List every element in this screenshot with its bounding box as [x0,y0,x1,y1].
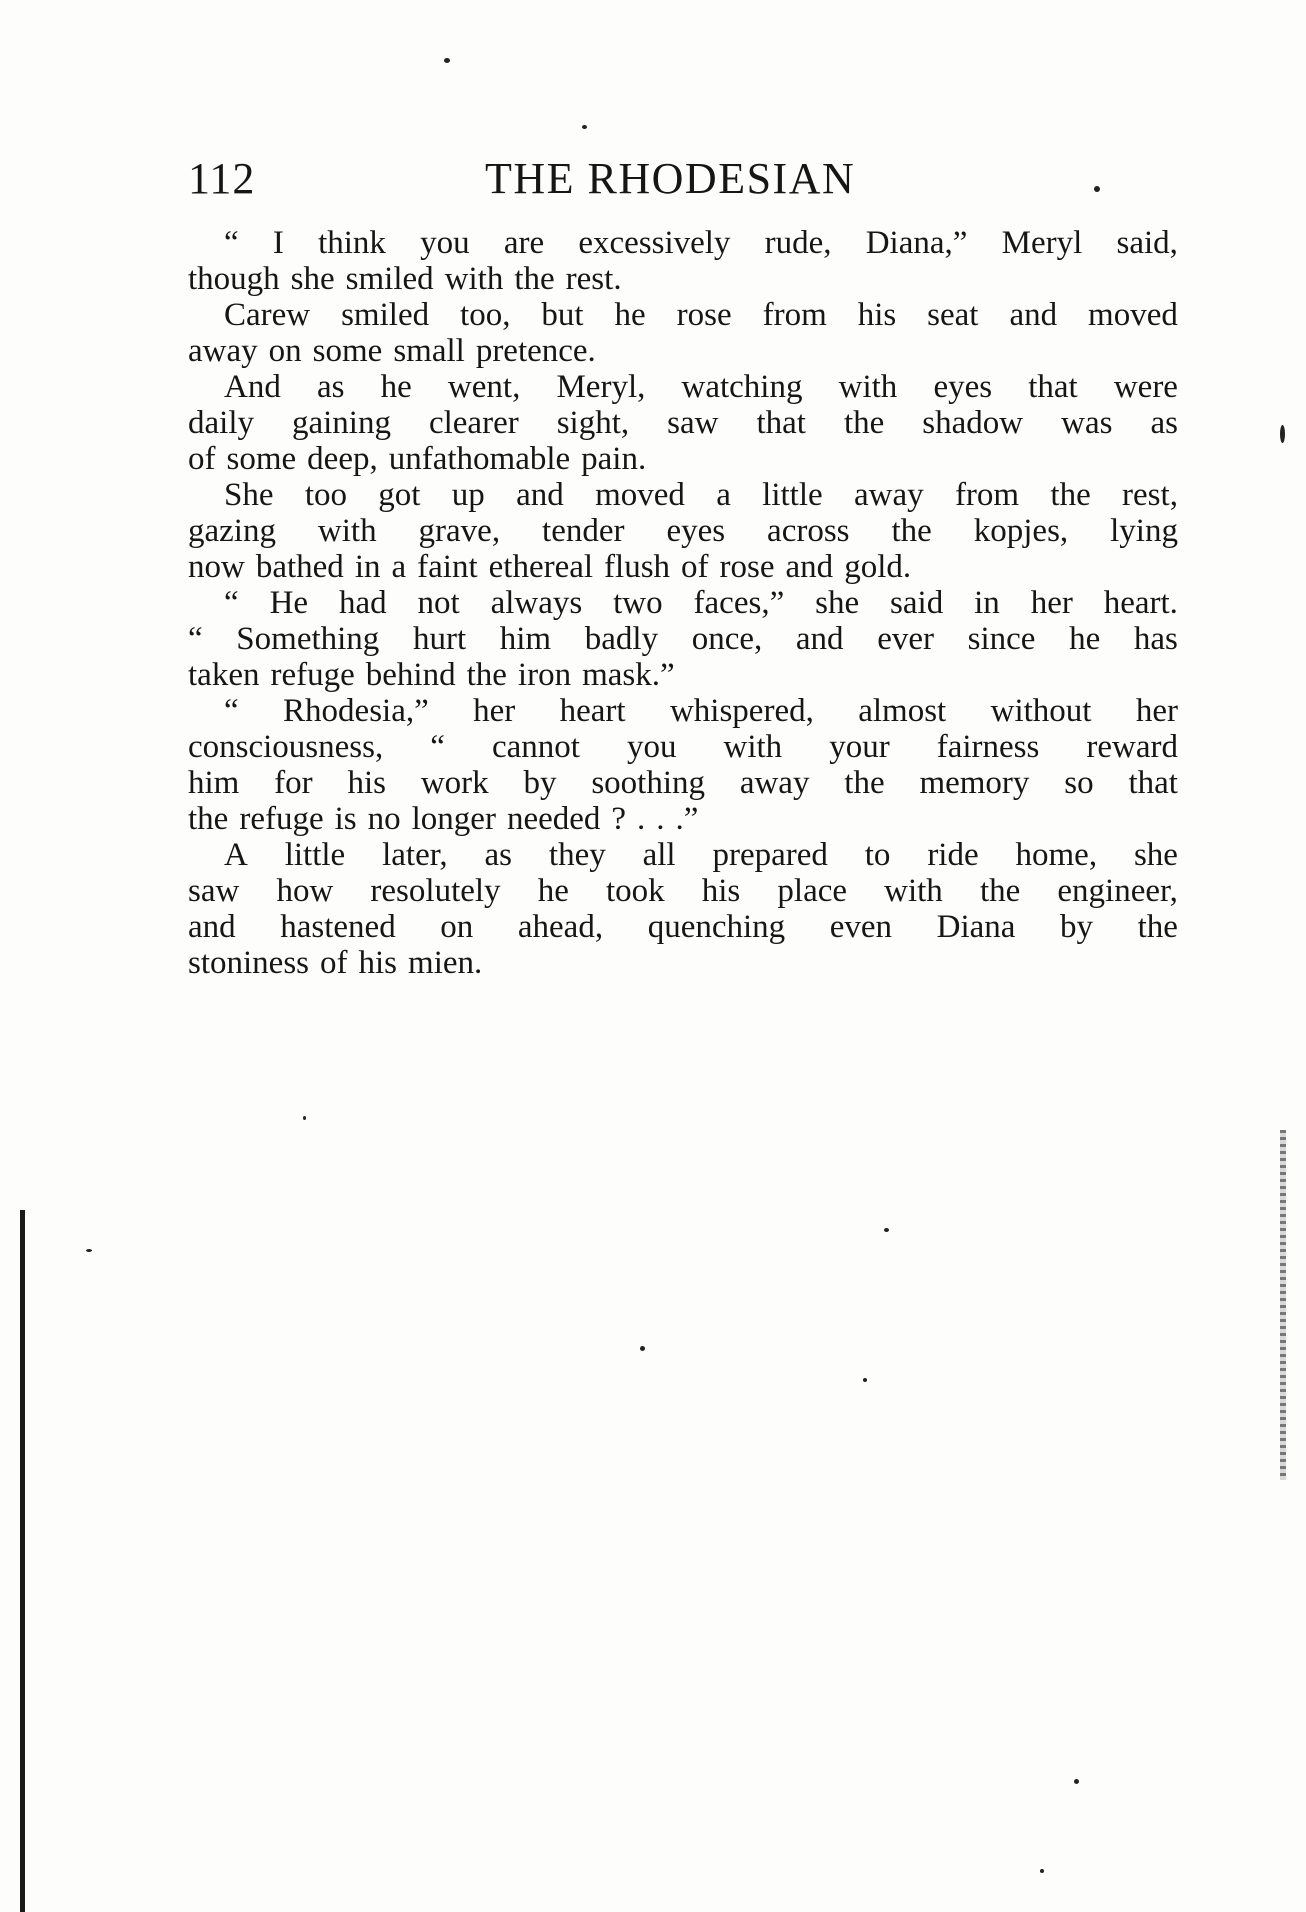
word: “ [224,585,239,621]
word: Meryl [1001,225,1083,261]
word: away [188,333,258,369]
word: and [516,477,564,513]
text-line [188,693,1178,729]
scan-speck [303,1116,306,1120]
word: A [224,837,248,873]
word: is [334,801,357,837]
word: quenching [647,909,786,945]
word: and [1009,297,1058,333]
word: up [451,477,485,513]
word: whispered, [669,693,814,729]
word: prepared [712,837,828,873]
word: rest, [1122,477,1178,513]
word: that [1128,765,1178,801]
word: a [391,549,407,585]
word: no [367,801,401,837]
text-line [188,945,1178,981]
word: Meryl, [556,369,646,405]
word: longer [411,801,496,837]
text-line [188,765,1178,801]
scan-speck [863,1378,867,1382]
word: as [484,837,513,873]
word: sight, [556,405,630,441]
word: flush [604,549,671,585]
word: the [1050,477,1091,513]
word: He [269,585,309,621]
scan-speck [1074,1779,1079,1784]
word: his [857,297,897,333]
word: bathed [255,549,344,585]
word: as [316,369,345,405]
word: in [354,549,381,585]
word: some [312,333,383,369]
word: saw [188,873,240,909]
word: so [1064,765,1094,801]
word: smiled [345,261,434,297]
word: Something [236,621,380,657]
text-line [188,441,1178,477]
word: ? [611,801,627,837]
word: for [274,765,313,801]
word: Diana,” [865,225,968,261]
word: are [503,225,545,261]
page-header [188,154,1178,204]
text-line [188,261,1178,297]
word: Rhodesia,” [283,693,429,729]
text-line [188,585,1178,621]
word: hastened [280,909,396,945]
word: . [637,801,646,837]
word: Carew [224,297,311,333]
word: stoniness [188,945,310,981]
word: gold. [844,549,912,585]
word: almost [858,693,947,729]
word: across [767,513,850,549]
word: moved [595,477,685,513]
text-line [188,621,1178,657]
word: fairness [936,729,1040,765]
scan-speck [86,1249,92,1252]
word: “ [188,621,203,657]
word: iron [517,657,572,693]
word: watching [681,369,803,405]
word: mien. [408,945,483,981]
word: the [979,873,1021,909]
word: the [514,261,555,297]
word: not [417,585,460,621]
word: from [762,297,827,333]
word: badly [584,621,659,657]
word: her [473,693,516,729]
word: in [974,585,1000,621]
scan-speck [884,1228,889,1232]
word: and [795,621,844,657]
word: on [440,909,474,945]
text-line [188,909,1178,945]
word: little [762,477,823,513]
word: him [499,621,552,657]
word: .” [675,801,699,837]
word: moved [1088,297,1178,333]
word: he [380,369,412,405]
word: lying [1110,513,1178,549]
word: away [739,765,810,801]
scan-speck [1280,425,1285,443]
word: eyes [933,369,993,405]
text-line [188,801,1178,837]
word: the [891,513,932,549]
word: engineer, [1057,873,1178,909]
word: think [318,225,386,261]
text-line [188,837,1178,873]
text-line [188,873,1178,909]
word: how [276,873,334,909]
word: small [393,333,465,369]
word: his [701,873,741,909]
word: had [338,585,387,621]
word: his [347,765,386,801]
word: went, [447,369,521,405]
text-line [188,405,1178,441]
word: faint [417,549,478,585]
word: the [466,657,507,693]
word: behind [365,657,456,693]
word: even [829,909,893,945]
word: And [224,369,281,405]
word: pretence. [475,333,596,369]
word: his [358,945,398,981]
word: ever [877,621,934,657]
word: consciousness, [188,729,384,765]
running-head: THE RHODESIAN [485,154,856,203]
word: that [756,405,806,441]
word: rude, [764,225,832,261]
text-line [188,513,1178,549]
word: she [815,585,860,621]
word: “ [224,225,239,261]
body-text [188,225,1178,981]
word: eyes [666,513,726,549]
word: by [1060,909,1094,945]
word: heart [559,693,626,729]
word: taken [188,657,260,693]
text-line [188,657,1178,693]
word: I [272,225,284,261]
word: away [853,477,924,513]
word: has [1133,621,1178,657]
word: ahead, [517,909,604,945]
word: of [681,549,709,585]
word: rose [719,549,775,585]
word: as [1150,405,1178,441]
word: ethereal [488,549,594,585]
word: excessively [578,225,731,261]
word: were [1113,369,1178,405]
word: of [188,441,216,477]
scan-edge-left [20,1210,25,1912]
word: too, [460,297,511,333]
word: kopjes, [973,513,1069,549]
word: though [188,261,280,297]
word: but [541,297,584,333]
word: that [1028,369,1078,405]
word: memory [919,765,1030,801]
word: once, [691,621,763,657]
word: on [268,333,302,369]
word: She [224,477,274,513]
word: refuge [239,801,324,837]
text-line [188,369,1178,405]
word: hurt [412,621,467,657]
word: place [777,873,848,909]
word: with [444,261,504,297]
word: smiled [341,297,430,333]
word: with [838,369,898,405]
word: him [188,765,240,801]
word: he [614,297,646,333]
word: the [844,765,885,801]
word: pain. [581,441,647,477]
word: work [420,765,489,801]
word: he [537,873,569,909]
word: resolutely [370,873,501,909]
word: little [284,837,346,873]
word: refuge [270,657,355,693]
word: saw [667,405,719,441]
word: said, [1116,225,1178,261]
word: Diana [936,909,1016,945]
word: by [523,765,557,801]
word: tender [542,513,625,549]
word: rose [676,297,732,333]
word: . [656,801,665,837]
word: unfathomable [388,441,571,477]
word: and [785,549,834,585]
word: “ [430,729,445,765]
word: without [990,693,1092,729]
text-line [188,297,1178,333]
word: your [829,729,890,765]
word: home, [1015,837,1098,873]
scan-edge-right [1280,1130,1286,1480]
word: two [613,585,663,621]
scan-speck [1094,186,1100,192]
word: always [490,585,583,621]
word: faces,” [693,585,785,621]
word: later, [382,837,448,873]
word: they [548,837,606,873]
word: rest. [565,261,622,297]
word: gaining [291,405,391,441]
word: a [716,477,731,513]
word: she [290,261,335,297]
word: with [723,729,783,765]
word: some [226,441,297,477]
word: deep, [307,441,378,477]
word: you [626,729,677,765]
word: said [890,585,944,621]
word: her [1135,693,1178,729]
page-number: 112 [188,154,256,203]
word: all [642,837,676,873]
word: heart. [1103,585,1178,621]
word: clearer [428,405,519,441]
word: was [1061,405,1113,441]
scan-speck [444,58,450,63]
word: seat [927,297,979,333]
word: with [317,513,377,549]
word: from [954,477,1020,513]
word: the [1137,909,1178,945]
word: her [1030,585,1073,621]
word: “ [224,693,239,729]
word: now [188,549,245,585]
word: since [967,621,1036,657]
word: shadow [922,405,1024,441]
word: ride [927,837,979,873]
word: got [378,477,421,513]
word: with [884,873,943,909]
word: too [304,477,347,513]
scan-speck [640,1346,645,1351]
text-line [188,729,1178,765]
word: reward [1086,729,1178,765]
word: the [188,801,229,837]
word: daily [188,405,254,441]
text-line [188,225,1178,261]
text-line [188,333,1178,369]
word: and [188,909,236,945]
word: you [420,225,470,261]
word: gazing [188,513,276,549]
word: mask.” [582,657,675,693]
word: took [605,873,665,909]
word: to [864,837,891,873]
scan-speck [1040,1869,1044,1873]
scan-speck [582,125,587,129]
text-line [188,477,1178,513]
word: he [1069,621,1101,657]
word: of [320,945,348,981]
word: she [1133,837,1178,873]
word: soothing [591,765,705,801]
word: grave, [418,513,501,549]
word: needed [506,801,601,837]
word: cannot [491,729,580,765]
word: the [843,405,885,441]
text-line [188,549,1178,585]
